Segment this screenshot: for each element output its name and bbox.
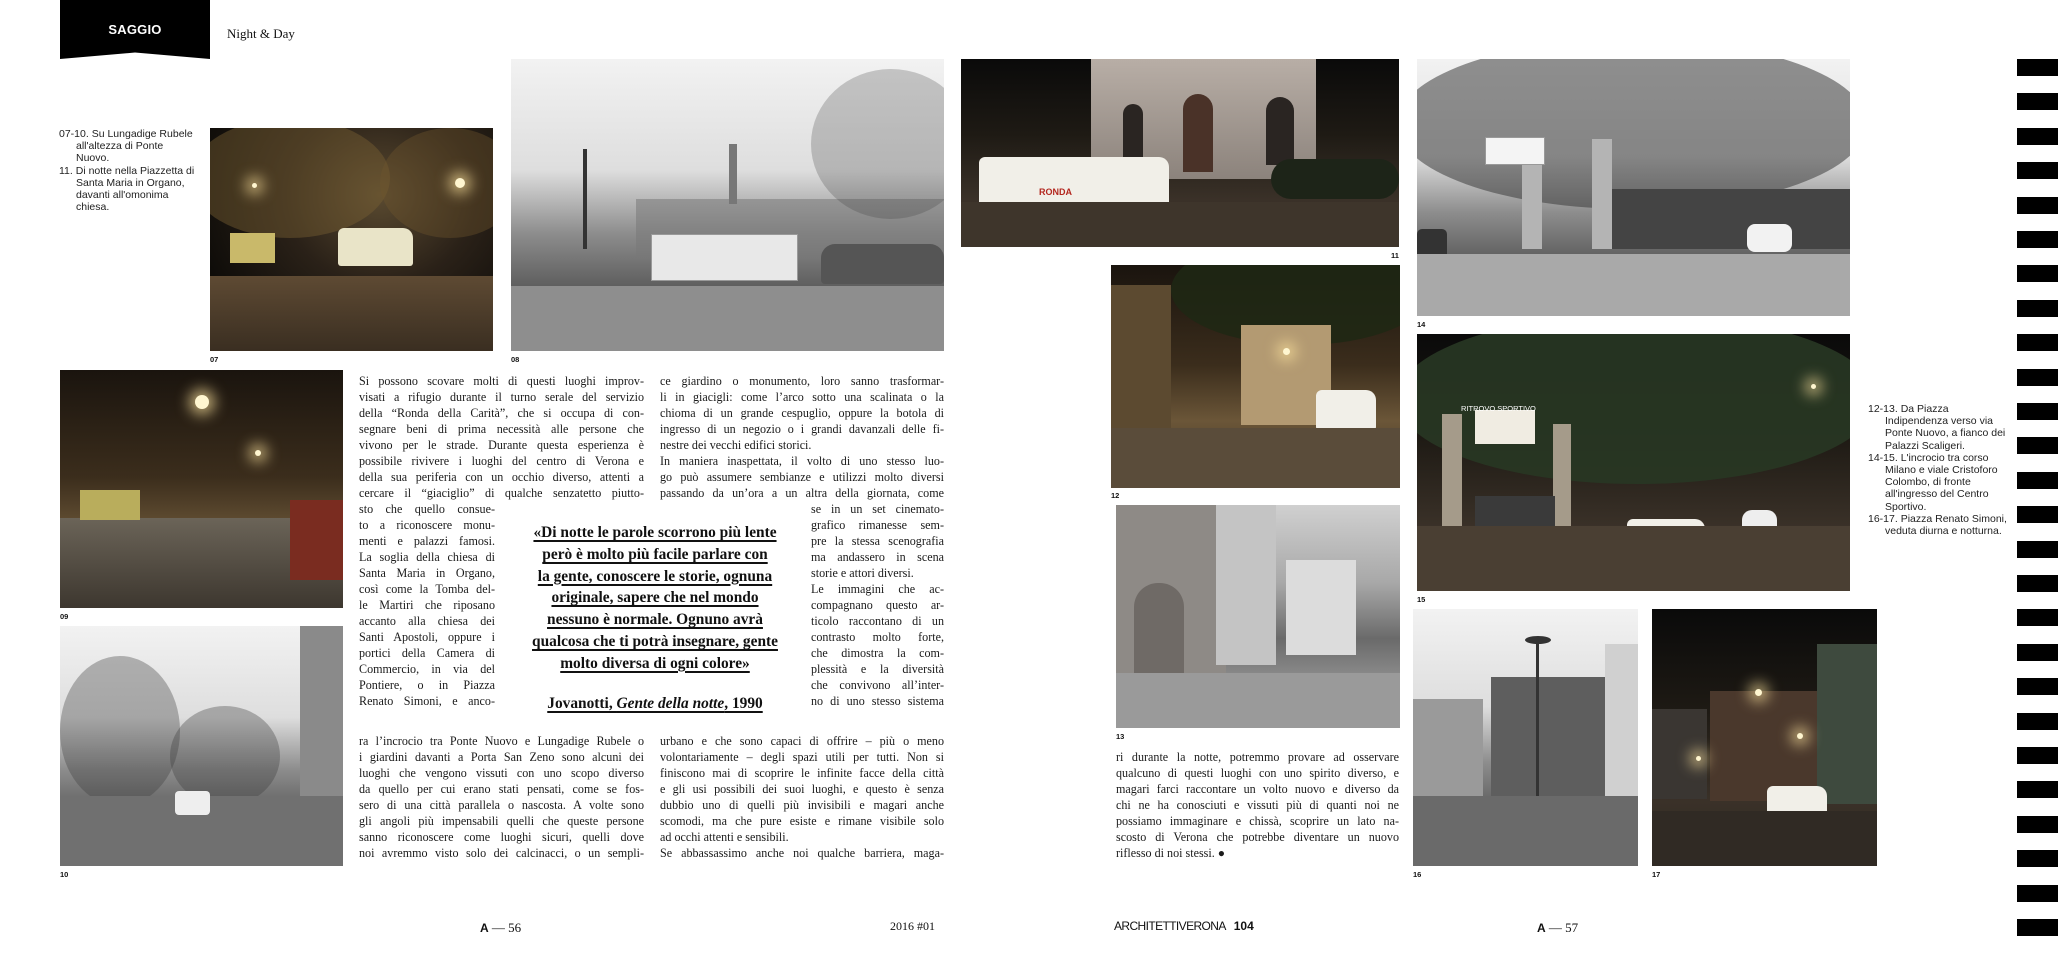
body-line: possiamo immaginare e chissà, scoprire un lato na- [1116,814,1399,828]
body-line: ad occhi attenti e sensibili. [660,830,789,844]
edge-stripe [2017,300,2058,317]
quote-attribution: Jovanotti, Gente della notte, 1990 [547,695,763,712]
edge-stripe [2017,541,2058,558]
body-line: contrasto molto forte, [811,630,944,644]
photo-number: 11 [1391,251,1399,260]
quote-line: nessuno è normale. Ognuno avrà [547,611,763,629]
caption-left [59,128,199,213]
photo-number: 09 [60,612,69,621]
edge-stripe [2017,575,2058,592]
body-line: Se abbassassimo anche noi qualche barriera, maga- [660,846,944,860]
photo-number: 08 [511,355,520,364]
edge-stripe [2017,609,2058,626]
photo-08 [511,59,944,351]
body-column-2-bottom [660,733,944,861]
body-line: Commercio, in via del [359,662,495,676]
body-line: go può assumere sembianze e utilizzi molto diversi [660,470,944,484]
body-line: portici della Camera di [359,646,495,660]
body-line: La soglia della chiesa di [359,550,495,564]
body-line: da quello per cui erano stati pensati, come se fos- [359,782,644,796]
body-line: magari farci raccontare un volto nuovo e diverso da [1116,782,1399,796]
caption-item: 12-13. Da Piazza Indipendenza verso via Ponte Nuovo, a fianco dei Palazzi Scaligeri. [1868,403,2006,452]
van-logo: RONDA [1039,187,1072,197]
photo-11 [961,59,1399,247]
body-line: chi ne ha conosciuti e vissuti più di quanti noi ne [1116,798,1399,812]
photo-16 [1413,609,1638,866]
edge-stripe [2017,197,2058,214]
body-line: se in un set cinemato- [811,502,944,516]
body-line: volontariamente – degli spazi utili per tutti. Non si [660,750,944,764]
body-column-2-top [660,373,944,501]
edge-stripe [2017,93,2058,110]
edge-stripe [2017,369,2058,386]
photo-number: 16 [1413,870,1422,879]
body-line: Le immagini che ac- [811,582,944,596]
body-line: ingresso di un negozio o i grandi davanzali delle fi- [660,422,944,436]
body-line: urbano e che sono capaci di offrire – più o meno [660,734,944,748]
quote-line: però è molto più facile parlare con [542,545,768,563]
body-line: qualcuno di questi luoghi con uno spirito diverso, e [1116,766,1399,780]
photo-17 [1652,609,1877,866]
body-line: chioma di un grande cespuglio, oppure la botola di [660,406,944,420]
body-line: i giardini davanti a Porta San Zeno sono alcuni dei [359,750,644,764]
body-line: scomodi, ma che pure esiste e rimane visibile solo [660,814,944,828]
quote-line: qualcosa che ti potrà insegnare, gente [532,632,778,650]
body-line: Pontiere, o in Piazza [359,678,495,692]
body-line: sanno riconoscere come luoghi sicuri, quelli dove [359,830,644,844]
body-line: sto che quello consue- [359,502,495,516]
body-line: passando da un’ora a un altra della giornata, come [660,486,944,500]
magazine-name: ARCHITETTIVERONA 104 [1114,919,1254,933]
body-line: to a riconoscere monu- [359,518,495,532]
edge-stripe [2017,59,2058,76]
body-line: accanto alla chiesa dei [359,614,495,628]
quote-line: la gente, conoscere le storie, ognuna [537,567,773,585]
body-line: gli angoli più impensabili quelli che queste persone [359,814,644,828]
edge-stripe [2017,231,2058,248]
body-line: li in giacigli: come l’arco sotto una scalinata o la [660,390,944,404]
edge-stripe [2017,644,2058,661]
caption-item: 14-15. L'incrocio tra corso Milano e viale Cristoforo Colombo, di fronte all'ingresso del Centro Sportivo. [1868,451,1998,513]
body-line: vivono per le strade. Durante questa esperienza è [359,438,644,452]
body-line: ri durante la notte, potremmo provare ad osservare [1116,750,1399,764]
body-line: compagnano questo ar- [811,598,944,612]
photo-number: 07 [210,355,219,364]
photo-15 [1417,334,1850,591]
body-column-1-bottom [359,733,644,861]
body-line: della sua periferia con un occhio diverso, attenti a [359,470,644,484]
edge-stripe [2017,334,2058,351]
photo-number: 14 [1417,320,1426,329]
body-line: Santa Maria in Organo, [359,566,495,580]
photo-number: 17 [1652,870,1661,879]
caption-item: 07-10. Su Lungadige Rubele all'altezza di Ponte Nuovo. [59,128,193,165]
photo-number: 15 [1417,595,1426,604]
body-line: Renato Simoni, e anco- [359,694,495,708]
body-line: ticolo raccontano di un [811,614,944,628]
body-line: pre la stessa scenografia [811,534,944,548]
body-line: che convivono all’inter- [811,678,944,692]
caption-item: 11. Di notte nella Piazzetta di Santa Maria in Organo, davanti all'omonima chiesa. [59,164,195,214]
photo-14 [1417,59,1850,316]
edge-stripe [2017,781,2058,798]
body-line: finiscono mai di scoprire le infinite facce della città [660,766,944,780]
edge-stripe [2017,265,2058,282]
body-column-1-narrow [359,501,495,709]
body-line: segnare beni di prima necessità alle persone che [359,422,644,436]
photo-12 [1111,265,1400,488]
edge-stripe [2017,747,2058,764]
body-line: plessità e la diversità [811,662,944,676]
body-line: storie e attori diversi. [811,566,914,580]
body-line: cercare il “giaciglio” di qualche senzatetto piutto- [359,486,644,500]
body-column-3 [1116,749,1399,861]
sign-text: RITROVO SPORTIVO [1461,404,1536,413]
issue-number: 2016 #01 [890,919,935,933]
section-label: SAGGIO [108,22,162,37]
body-column-1-top [359,373,644,501]
body-line: ra l’incrocio tra Ponte Nuovo e Lungadige Rubele o [359,734,644,748]
body-line: così come la Tomba del- [359,582,495,596]
body-line: scosto di Verona che potrebbe diventare un nuovo [1116,830,1399,844]
edge-stripe [2017,437,2058,454]
edge-stripe [2017,850,2058,867]
body-line: nestre dei vecchi edifici storici. [660,438,812,452]
caption-right [1868,403,2008,537]
edge-stripe [2017,403,2058,420]
edge-stripe [2017,713,2058,730]
right-page-folio: A — 57 [1537,920,1579,935]
body-line: visati a rifugio durante il turno serale del servizio [359,390,644,404]
edge-stripe [2017,816,2058,833]
body-line: menti e palazzi famosi. [359,534,495,548]
body-line: possibile rivivere i luoghi del centro di Verona e [359,454,644,468]
body-line: che dimostra la com- [811,646,944,660]
photo-09 [60,370,343,608]
quote-line: molto diversa di ogni colore» [560,654,750,672]
photo-number: 10 [60,870,69,879]
quote-line: originale, sapere che nel mondo [551,589,759,607]
body-line: riflesso di noi stessi. ● [1116,846,1226,860]
photo-number: 13 [1116,732,1125,741]
body-line: noi avremmo visto solo dei calcinacci, o un sempli- [359,846,644,860]
body-line: ma andassero in scena [811,550,944,564]
photo-10 [60,626,343,866]
body-line: dubbio uno di quelli più invisibili e magari anche [660,798,944,812]
quote-line: «Di notte le parole scorrono più lente [533,524,777,541]
edge-stripe [2017,506,2058,523]
photo-13 [1116,505,1400,728]
body-line: e gli usi possibili dei suoi luoghi, e questo è senza [660,782,944,796]
body-line: della “Ronda della Carità”, che si occupa di con- [359,406,644,420]
body-line: luoghi che vengono vissuti con uno scopo diverso [359,766,644,780]
pull-quote [507,522,803,675]
body-column-2-narrow [811,501,944,709]
photo-07 [210,128,493,351]
edge-stripe [2017,162,2058,179]
edge-stripe [2017,678,2058,695]
body-line: no di uno stesso sistema [811,694,944,708]
edge-stripe [2017,128,2058,145]
body-line: Si possono scovare molti di questi luoghi improv- [359,374,644,388]
body-line: grafico rimanesse sem- [811,518,944,532]
running-title: Night & Day [227,26,295,41]
photo-number: 12 [1111,491,1120,500]
caption-item: 16-17. Piazza Renato Simoni, veduta diurna e notturna. [1868,512,2007,538]
body-line: Santi Apostoli, oppure i [359,630,495,644]
left-page-folio: A — 56 [480,920,522,935]
body-line: le Martiri che riposano [359,598,495,612]
edge-stripe [2017,472,2058,489]
edge-stripe [2017,885,2058,902]
body-line: In maniera inaspettata, il volto di uno stesso luo- [660,454,944,468]
body-line: ce giardino o monumento, loro sanno trasformar- [660,374,944,388]
body-line: sero di una città parallela o nascosta. A volte sono [359,798,644,812]
edge-stripe [2017,919,2058,936]
